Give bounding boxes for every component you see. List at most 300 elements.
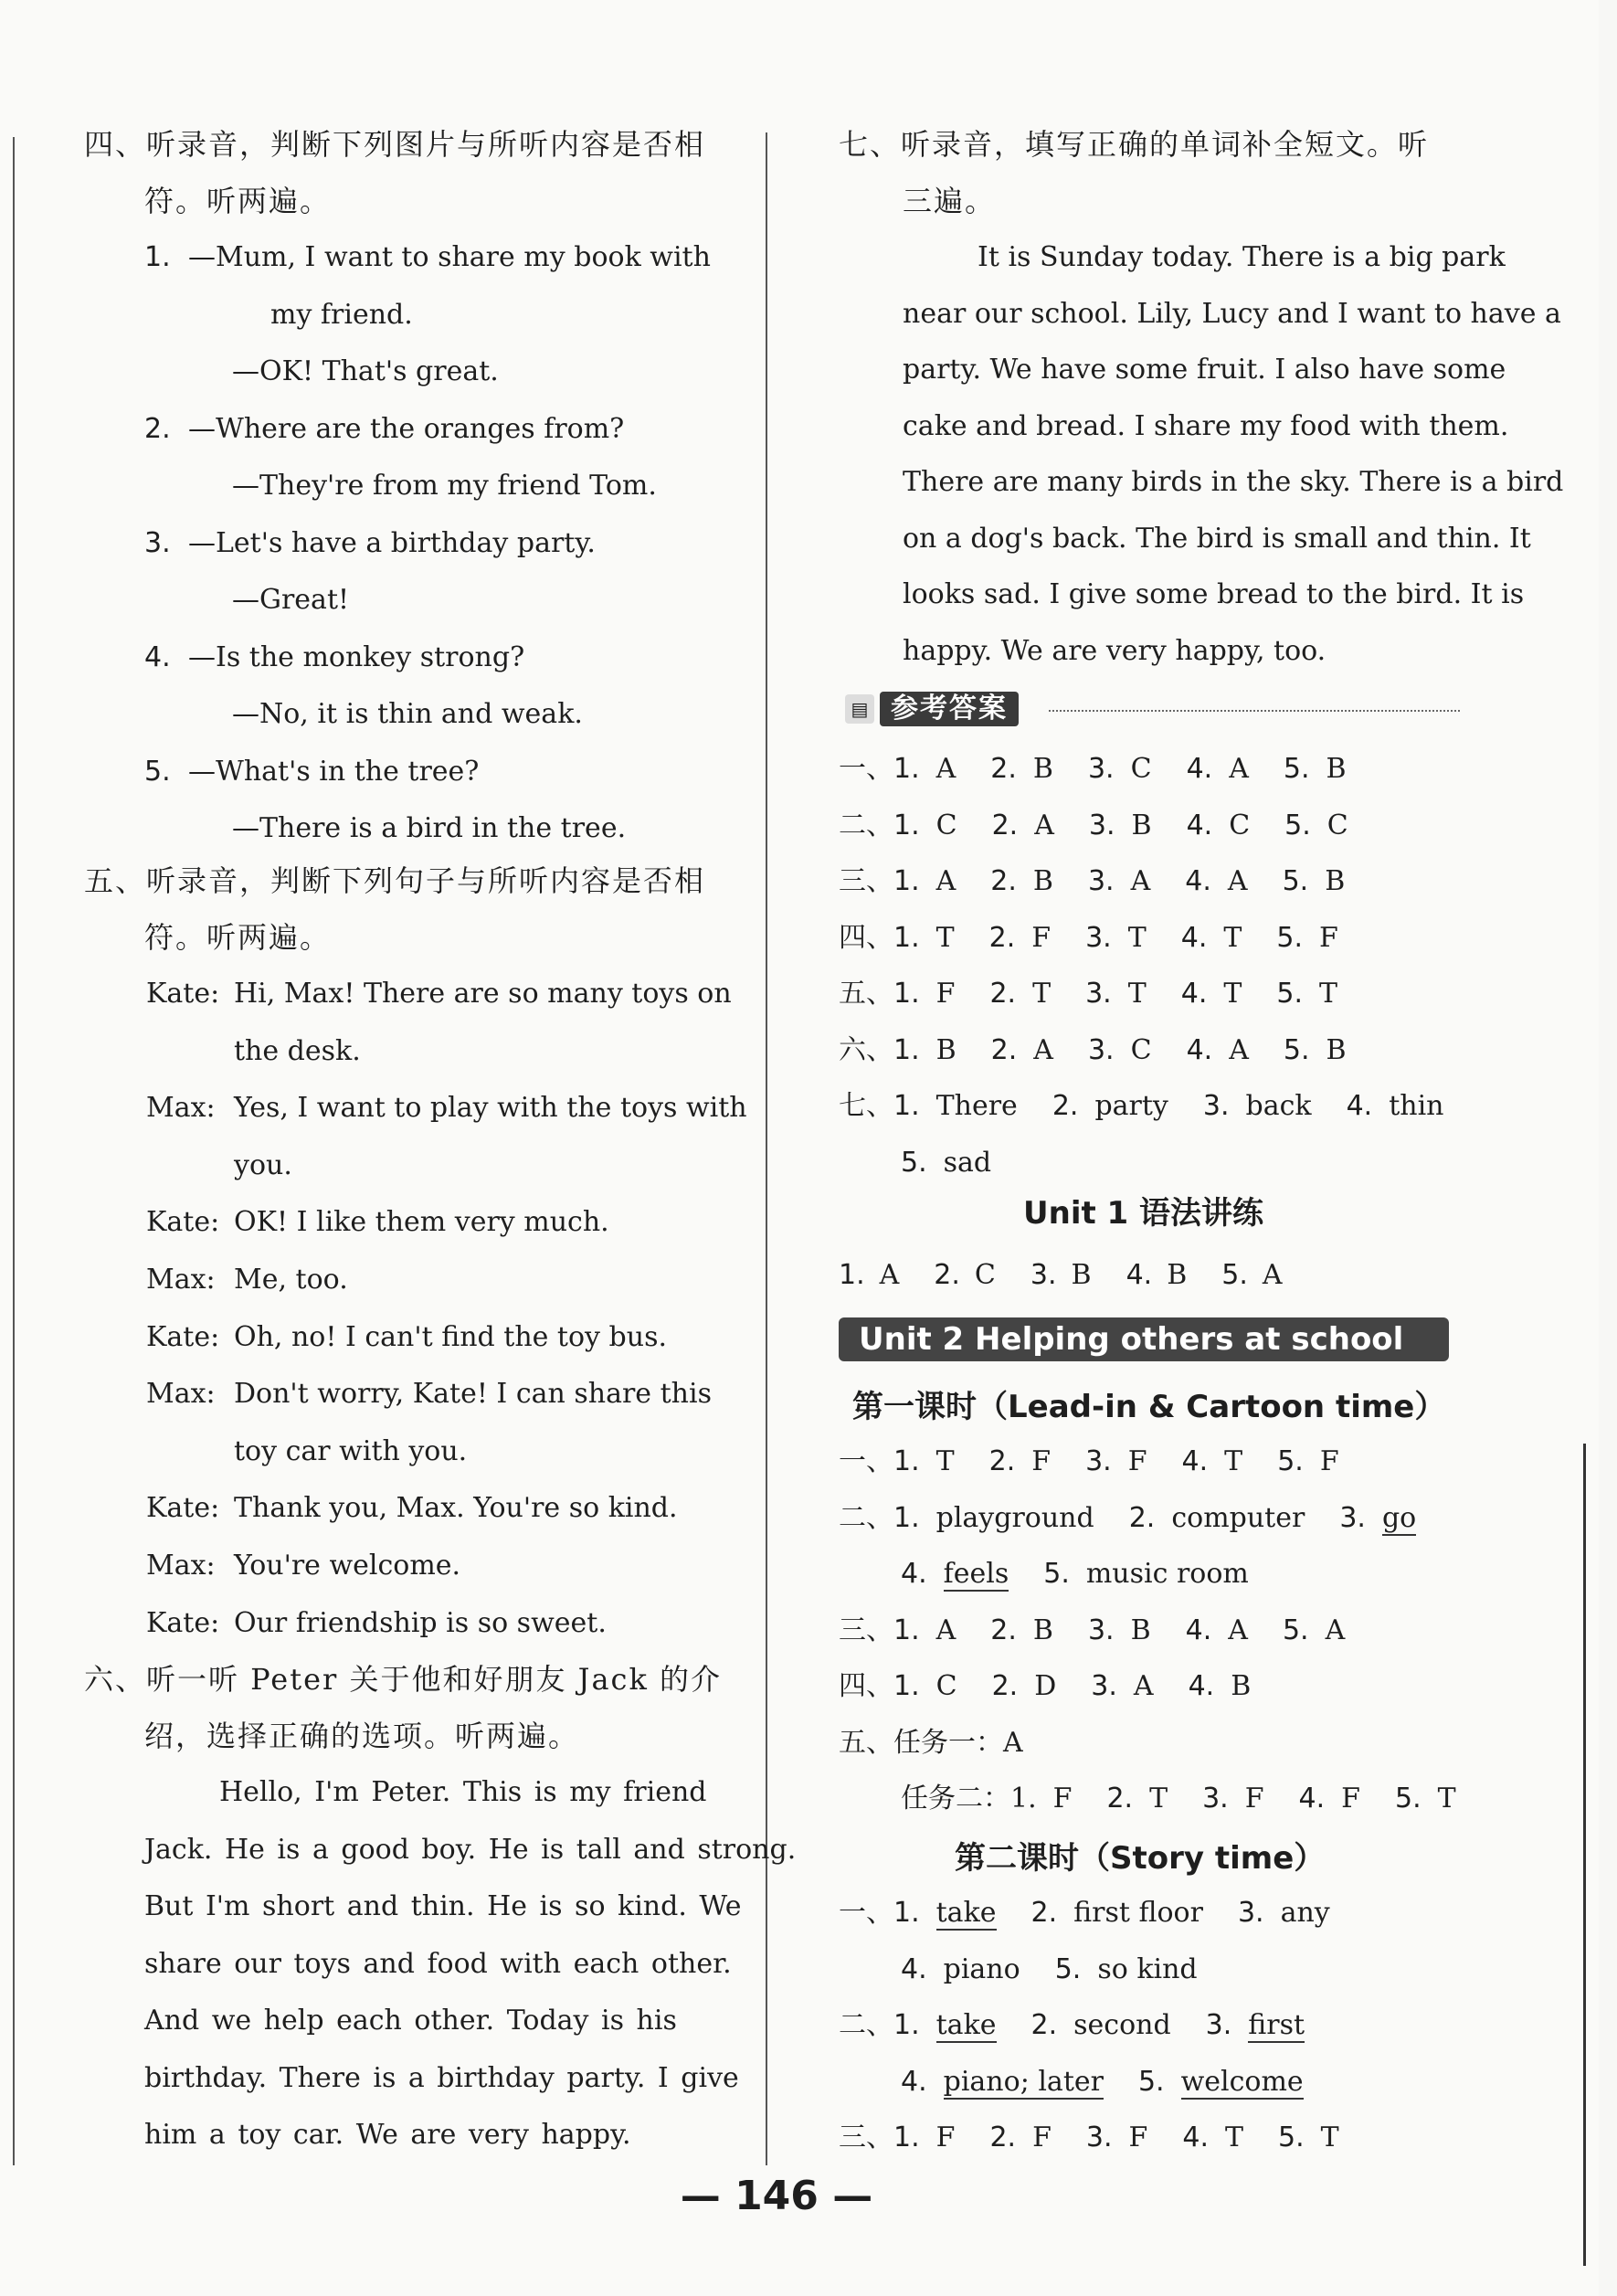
answer-row xyxy=(839,863,1379,900)
answer-value: F xyxy=(935,978,956,1010)
q7-line xyxy=(903,633,1326,670)
q4-text: —They're from my friend Tom. xyxy=(232,470,657,502)
lesson1-answer-value: F xyxy=(1031,1445,1052,1477)
answer-number: 2. xyxy=(1052,1090,1079,1122)
q4-line xyxy=(144,754,479,790)
q5-line xyxy=(146,1033,361,1070)
lesson2-answer-number: 4. xyxy=(1182,2121,1209,2153)
book-icon: ▤ xyxy=(845,694,874,724)
answer-number: 3. xyxy=(1085,978,1112,1010)
q7-line xyxy=(903,296,1561,333)
answer-number: 4. xyxy=(1185,865,1211,897)
lesson2-answer-row xyxy=(839,1952,1232,1988)
q4-num: 5. xyxy=(144,755,171,788)
lesson1-answer-value: F xyxy=(1319,1445,1339,1477)
answer-value: C xyxy=(1229,809,1251,841)
q4-line xyxy=(188,354,499,390)
lesson1-answer-number: 4. xyxy=(901,1558,927,1590)
answer-number: 1. xyxy=(893,809,920,841)
lesson1-answer-value: A xyxy=(1325,1614,1346,1646)
q6-line xyxy=(144,1889,742,1925)
answer-label: 六、 xyxy=(839,1033,893,1066)
unit2-banner: Unit 2 Helping others at school xyxy=(839,1317,1449,1361)
q5-text: Yes, I want to play with the toys with xyxy=(234,1092,747,1125)
answer-value: A xyxy=(1034,809,1054,841)
answer-row xyxy=(839,751,1381,788)
q5-speaker: Kate: xyxy=(146,978,220,1010)
q7-line xyxy=(903,521,1531,557)
answer-number: 2. xyxy=(990,865,1017,897)
lesson2-answer-value: take xyxy=(935,2009,997,2041)
lesson1-answer-value: playground xyxy=(935,1501,1094,1534)
answer-label: 五、 xyxy=(839,978,893,1010)
q5-line xyxy=(146,1490,678,1527)
answer-number: 2. xyxy=(989,978,1017,1010)
answer-number: 3. xyxy=(1087,753,1115,785)
q5-text: toy car with you. xyxy=(234,1434,468,1467)
q5-text: Hi, Max! There are so many toys on xyxy=(234,978,732,1010)
answer-label: 四、 xyxy=(839,921,893,954)
unit1-answer-number: 3. xyxy=(1030,1259,1057,1291)
lesson2-answer-value: second xyxy=(1073,2009,1171,2041)
q4-line xyxy=(144,239,711,276)
lesson2-answer-row xyxy=(839,2120,1374,2156)
q5-line xyxy=(146,1204,609,1241)
answer-value: A xyxy=(1033,1033,1053,1066)
q7-line xyxy=(903,464,1563,501)
q7-title-line1: 七、听录音，填写正确的单词补全短文。听 xyxy=(839,127,1430,162)
lesson2-answer-number: 1. xyxy=(893,1897,920,1929)
answer-value: sad xyxy=(943,1146,992,1179)
answer-number: 2. xyxy=(990,1033,1018,1066)
answer-row xyxy=(839,1032,1381,1069)
unit1-answer-number: 2. xyxy=(934,1259,960,1291)
answer-value: B xyxy=(1326,753,1347,785)
q5-text: OK! I like them very much. xyxy=(234,1206,609,1239)
lesson2-answer-number: 1. xyxy=(893,2009,920,2041)
reference-answer-heading xyxy=(845,691,1019,727)
q5-speaker: Kate: xyxy=(146,1206,220,1239)
answer-number: 4. xyxy=(1180,978,1208,1010)
answer-value: A xyxy=(935,865,956,897)
q5-speaker: Max: xyxy=(146,1378,216,1411)
lesson2-answer-label: 一、 xyxy=(839,1897,893,1929)
q5-speaker: Max: xyxy=(146,1264,216,1296)
lesson2-answer-number: 3. xyxy=(1205,2009,1232,2041)
lesson1-answer-number: 3. xyxy=(1085,1445,1112,1477)
q6-title-line1: 六、听一听 Peter 关于他和好朋友 Jack 的介 xyxy=(84,1662,723,1697)
lesson2-title: 第二课时（Story time） xyxy=(955,1840,1326,1877)
lesson2-answer-number: 3. xyxy=(1237,1897,1264,1929)
unit1-answer-value: A xyxy=(879,1259,900,1291)
answer-value: back xyxy=(1245,1090,1312,1122)
lesson2-answer-row xyxy=(839,1895,1365,1931)
q5-text: You're welcome. xyxy=(234,1550,461,1582)
lesson1-answer-row xyxy=(839,1444,1374,1480)
lesson2-answer-value: first xyxy=(1248,2009,1305,2041)
q4-text: —What's in the tree? xyxy=(188,755,480,788)
q5-line xyxy=(146,1319,667,1356)
q6-line xyxy=(144,2117,631,2153)
answer-value: T xyxy=(1127,978,1147,1010)
q5-speaker: Kate: xyxy=(146,1492,220,1525)
answer-value: T xyxy=(1127,921,1147,954)
answer-number: 5. xyxy=(1284,809,1311,841)
q5-line xyxy=(146,976,732,1012)
answer-row xyxy=(839,1145,1026,1181)
q4-num: 2. xyxy=(144,412,171,445)
lesson1-answer-number: 3. xyxy=(1202,1783,1229,1815)
lesson1-answer-number: 2. xyxy=(1128,1501,1156,1534)
answer-number: 1. xyxy=(893,1090,920,1122)
answer-number: 4. xyxy=(1186,809,1213,841)
lesson1-answer-number: 5. xyxy=(1282,1614,1309,1646)
answer-value: B xyxy=(1326,1033,1347,1066)
q5-text: the desk. xyxy=(234,1034,361,1067)
answer-number: 1. xyxy=(893,865,920,897)
lesson2-answer-value: F xyxy=(1032,2121,1052,2153)
lesson1-answer-number: 2. xyxy=(988,1445,1016,1477)
q4-title-line1: 四、听录音，判断下列图片与所听内容是否相 xyxy=(84,127,706,162)
q7-line xyxy=(903,352,1506,388)
lesson1-answer-number: 3. xyxy=(1339,1501,1366,1534)
lesson2-answer-value: first floor xyxy=(1073,1897,1203,1929)
lesson2-answer-value: welcome xyxy=(1180,2065,1304,2098)
lesson1-answer-label: 一、 xyxy=(839,1445,893,1477)
unit1-answer-number: 5. xyxy=(1221,1259,1248,1291)
q7-text: on a dog's back. The bird is small and thin. It xyxy=(903,522,1531,555)
lesson1-answer-number: 2. xyxy=(990,1614,1017,1646)
answer-number: 4. xyxy=(1346,1090,1373,1122)
q5-text: Me, too. xyxy=(234,1264,348,1296)
lesson2-answer-value: F xyxy=(935,2121,956,2153)
lesson1-answer-number: 1. xyxy=(893,1445,920,1477)
lesson2-answer-value: any xyxy=(1280,1897,1330,1929)
lesson1-answer-value: A xyxy=(1133,1670,1154,1702)
q7-text: There are many birds in the sky. There is a bird xyxy=(903,466,1564,498)
answer-number: 2. xyxy=(988,921,1016,954)
lesson2-answer-label: 二、 xyxy=(839,2009,893,2041)
q5-line xyxy=(146,1090,747,1127)
lesson1-answer-label: 二、 xyxy=(839,1501,893,1534)
q4-text: —No, it is thin and weak. xyxy=(232,698,583,730)
q6-text: And we help each other. Today is his xyxy=(144,2005,677,2037)
q7-text: cake and bread. I share my food with them. xyxy=(903,409,1509,442)
q6-text: But I'm short and thin. He is so kind. We xyxy=(144,1890,742,1922)
lesson1-answer-number: 4. xyxy=(1188,1670,1215,1702)
lesson2-answer-number: 4. xyxy=(901,2065,927,2098)
q4-text: my friend. xyxy=(270,298,413,331)
answer-row xyxy=(839,808,1383,844)
lesson2-answer-number: 5. xyxy=(1054,1952,1082,1985)
lesson1-answer-value: 任务一：A xyxy=(893,1726,1023,1759)
lesson1-answer-value: D xyxy=(1034,1670,1057,1702)
lesson1-answer-number: 1. xyxy=(893,1670,920,1702)
q6-line xyxy=(144,1832,796,1868)
lesson1-answer-value: computer xyxy=(1171,1501,1305,1534)
q4-line xyxy=(188,468,657,504)
lesson2-answer-number: 3. xyxy=(1085,2121,1113,2153)
q4-line xyxy=(188,696,583,733)
answer-value: B xyxy=(935,1033,956,1066)
q6-line xyxy=(219,1774,706,1811)
answer-number: 4. xyxy=(1186,1033,1213,1066)
lesson1-answer-number: 5. xyxy=(1277,1445,1304,1477)
answer-number: 4. xyxy=(1186,753,1213,785)
answer-value: F xyxy=(1319,921,1338,954)
lesson1-answer-number: 3. xyxy=(1087,1614,1115,1646)
answer-number: 5. xyxy=(901,1146,927,1179)
answer-number: 5. xyxy=(1283,1033,1310,1066)
q4-line xyxy=(188,810,626,847)
lesson2-answer-number: 2. xyxy=(1030,1897,1058,1929)
lesson1-answer-number: 2. xyxy=(991,1670,1019,1702)
q4-text: —Great! xyxy=(232,584,350,616)
q4-title-line2: 符。听两遍。 xyxy=(144,184,332,218)
q6-line xyxy=(144,1946,732,1983)
answer-row xyxy=(839,1088,1479,1125)
q7-text: near our school. Lily, Lucy and I want to have a xyxy=(903,297,1561,330)
reference-answer-label: 参考答案 xyxy=(880,692,1019,726)
answer-label: 一、 xyxy=(839,753,893,785)
q5-text: you. xyxy=(234,1148,292,1181)
lesson1-answer-value: A xyxy=(935,1614,956,1646)
q4-line xyxy=(144,640,524,676)
answer-number: 1. xyxy=(893,1033,920,1066)
lesson1-answer-value: F xyxy=(1127,1445,1147,1477)
answer-value: A xyxy=(935,753,956,785)
q5-speaker: Max: xyxy=(146,1092,216,1125)
lesson2-answer-label: 三、 xyxy=(839,2121,893,2153)
answer-number: 3. xyxy=(1085,921,1112,954)
lesson1-answer-label: 三、 xyxy=(839,1614,893,1646)
q5-text: Our friendship is so sweet. xyxy=(234,1606,607,1639)
q4-line xyxy=(188,582,349,619)
q7-text: It is Sunday today. There is a big park xyxy=(978,241,1506,273)
q5-line xyxy=(146,1376,712,1413)
q5-line xyxy=(146,1605,607,1642)
answer-value: A xyxy=(1229,1033,1249,1066)
lesson1-answer-value: B xyxy=(1130,1614,1151,1646)
lesson2-answer-number: 5. xyxy=(1137,2065,1165,2098)
q6-line xyxy=(144,2003,677,2039)
answer-number: 3. xyxy=(1087,865,1115,897)
answer-value: C xyxy=(1130,1033,1152,1066)
q5-line xyxy=(146,1548,460,1584)
q6-text: him a toy car. We are very happy. xyxy=(144,2119,631,2151)
lesson2-answer-number: 5. xyxy=(1278,2121,1305,2153)
q5-line xyxy=(146,1148,292,1184)
answer-value: C xyxy=(1326,809,1348,841)
unit1-answer-value: B xyxy=(1071,1259,1092,1291)
answer-value: There xyxy=(935,1090,1018,1122)
q6-text: birthday. There is a birthday party. I give xyxy=(144,2061,739,2094)
lesson1-answer-row xyxy=(839,1668,1285,1705)
answer-value: C xyxy=(1130,753,1152,785)
lesson1-answer-value: T xyxy=(1437,1783,1456,1815)
lesson1-answer-number: 5. xyxy=(1043,1558,1070,1590)
q7-text: party. We have some fruit. I also have some xyxy=(903,354,1506,386)
lesson1-answer-value: T xyxy=(935,1445,955,1477)
lesson2-answer-value: T xyxy=(1224,2121,1243,2153)
answer-value: B xyxy=(1032,753,1053,785)
left-margin-line xyxy=(13,137,15,2165)
q5-line xyxy=(146,1262,348,1298)
q6-text: Jack. He is a good boy. He is tall and strong. xyxy=(144,1833,797,1866)
lesson2-answer-value: T xyxy=(1320,2121,1339,2153)
lesson1-answer-label: 五、 xyxy=(839,1726,893,1759)
lesson1-answer-value: T xyxy=(1149,1783,1168,1815)
answer-value: B xyxy=(1032,865,1053,897)
answer-number: 3. xyxy=(1087,1033,1115,1066)
answer-label: 二、 xyxy=(839,809,893,841)
lesson1-answer-value: feels xyxy=(943,1558,1009,1590)
answer-number: 3. xyxy=(1202,1090,1230,1122)
q4-text: —Where are the oranges from? xyxy=(188,412,625,445)
q7-line xyxy=(978,239,1506,276)
q5-speaker: Max: xyxy=(146,1550,216,1582)
q7-text: looks sad. I give some bread to the bird. It is xyxy=(903,578,1525,610)
unit1-answer-value: A xyxy=(1262,1259,1283,1291)
answer-number: 2. xyxy=(991,809,1019,841)
lesson2-answer-number: 4. xyxy=(901,1952,927,1985)
q6-title-line2: 绍，选择正确的选项。听两遍。 xyxy=(144,1719,580,1753)
lesson1-answer-row xyxy=(839,1556,1284,1592)
q4-text: —Is the monkey strong? xyxy=(188,640,525,673)
answer-value: A xyxy=(1229,753,1249,785)
lesson2-answer-number: 1. xyxy=(893,2121,920,2153)
answer-number: 2. xyxy=(990,753,1017,785)
lesson1-answer-number: 4. xyxy=(1181,1445,1209,1477)
lesson1-answer-value: F xyxy=(1341,1783,1360,1815)
answer-number: 3. xyxy=(1088,809,1115,841)
lesson2-answer-number: 2. xyxy=(989,2121,1017,2153)
q5-text: Don't worry, Kate! I can share this xyxy=(234,1378,712,1411)
lesson1-answer-value: C xyxy=(935,1670,957,1702)
answer-value: thin xyxy=(1389,1090,1444,1122)
answer-value: T xyxy=(1223,978,1242,1010)
lesson1-answer-row xyxy=(839,1781,1491,1817)
answer-row xyxy=(839,976,1372,1012)
lesson1-answer-value: B xyxy=(1032,1614,1053,1646)
unit1-answer-number: 1. xyxy=(839,1259,865,1291)
lesson2-answer-number: 2. xyxy=(1030,2009,1058,2041)
q4-text: —Mum, I want to share my book with xyxy=(188,241,711,273)
right-margin-line xyxy=(1583,1444,1586,2266)
answer-number: 5. xyxy=(1282,865,1309,897)
q7-title-line2: 三遍。 xyxy=(903,184,997,218)
answer-number: 1. xyxy=(893,978,920,1010)
q5-text: Oh, no! I can't find the toy bus. xyxy=(234,1320,667,1353)
lesson1-answer-number: 5. xyxy=(1395,1783,1421,1815)
answer-value: T xyxy=(1223,921,1242,954)
lesson2-answer-row xyxy=(839,2064,1338,2100)
q4-num: 3. xyxy=(144,526,171,559)
answer-value: T xyxy=(1319,978,1338,1010)
q7-line xyxy=(903,408,1508,445)
lesson1-answer-value: B xyxy=(1231,1670,1252,1702)
answer-value: A xyxy=(1227,865,1248,897)
answer-label: 七、 xyxy=(839,1090,893,1122)
answer-number: 4. xyxy=(1180,921,1208,954)
q7-text: happy. We are very happy, too. xyxy=(903,634,1326,667)
lesson1-answer-value: go xyxy=(1381,1501,1417,1534)
q4-line xyxy=(144,525,596,562)
answer-label: 三、 xyxy=(839,865,893,897)
q7-line xyxy=(903,577,1524,613)
q6-text: share our toys and food with each other. xyxy=(144,1947,732,1980)
q4-num: 4. xyxy=(144,640,171,673)
answer-value: T xyxy=(935,921,955,954)
lesson1-title: 第一课时（Lead-in & Cartoon time） xyxy=(852,1389,1446,1425)
lesson1-answer-value: music room xyxy=(1085,1558,1249,1590)
lesson2-answer-value: take xyxy=(935,1897,997,1929)
lesson1-answer-row xyxy=(839,1613,1379,1649)
lesson2-answer-value: so kind xyxy=(1097,1952,1198,1985)
q4-text: —There is a bird in the tree. xyxy=(232,812,627,844)
lesson1-answer-number: 4. xyxy=(1185,1614,1212,1646)
unit1-answer-row xyxy=(839,1257,1317,1294)
lesson1-answer-number: 1. xyxy=(893,1501,920,1534)
lesson1-answer-number: 3. xyxy=(1091,1670,1117,1702)
lesson2-answer-value: piano; later xyxy=(943,2065,1104,2098)
answer-row xyxy=(839,920,1373,957)
lesson1-answer-number: 任务二：1. xyxy=(901,1783,1037,1815)
answer-number: 5. xyxy=(1276,978,1303,1010)
answer-number: 1. xyxy=(893,921,920,954)
q6-text: Hello, I'm Peter. This is my friend xyxy=(219,1776,707,1808)
lesson2-answer-value: piano xyxy=(943,1952,1020,1985)
q4-text: —OK! That's great. xyxy=(232,355,499,387)
answer-value: party xyxy=(1094,1090,1168,1122)
q5-title-line1: 五、听录音，判断下列句子与所听内容是否相 xyxy=(84,863,706,898)
answer-value: T xyxy=(1032,978,1052,1010)
lesson1-answer-label: 四、 xyxy=(839,1670,893,1702)
lesson1-answer-value: A xyxy=(1228,1614,1248,1646)
q4-text: —Let's have a birthday party. xyxy=(188,526,596,559)
q5-line xyxy=(146,1434,467,1470)
q4-line xyxy=(144,411,624,448)
answer-value: A xyxy=(1130,865,1151,897)
q5-title-line2: 符。听两遍。 xyxy=(144,920,332,955)
page-number: — 146 — xyxy=(680,2173,873,2219)
dotted-divider xyxy=(1049,710,1460,712)
q5-speaker: Kate: xyxy=(146,1320,220,1353)
answer-value: B xyxy=(1325,865,1346,897)
q5-text: Thank you, Max. You're so kind. xyxy=(234,1492,678,1525)
q4-line xyxy=(227,297,413,333)
q5-speaker: Kate: xyxy=(146,1606,220,1639)
lesson1-answer-number: 2. xyxy=(1106,1783,1134,1815)
unit1-grammar-title: Unit 1 语法讲练 xyxy=(1023,1195,1264,1232)
answer-value: F xyxy=(1031,921,1052,954)
lesson2-answer-row xyxy=(839,2007,1339,2044)
lesson1-answer-value: T xyxy=(1224,1445,1243,1477)
lesson1-answer-value: F xyxy=(1244,1783,1264,1815)
unit1-answer-value: C xyxy=(974,1259,996,1291)
lesson1-answer-number: 4. xyxy=(1298,1783,1326,1815)
unit1-answer-value: B xyxy=(1167,1259,1188,1291)
q4-num: 1. xyxy=(144,241,171,273)
lesson1-answer-value: F xyxy=(1052,1783,1073,1815)
answer-value: C xyxy=(935,809,957,841)
answer-value: B xyxy=(1131,809,1152,841)
lesson1-answer-number: 1. xyxy=(893,1614,920,1646)
lesson2-answer-value: F xyxy=(1128,2121,1148,2153)
lesson1-answer-row xyxy=(839,1725,1040,1762)
unit1-answer-number: 4. xyxy=(1126,1259,1153,1291)
answer-number: 1. xyxy=(893,753,920,785)
